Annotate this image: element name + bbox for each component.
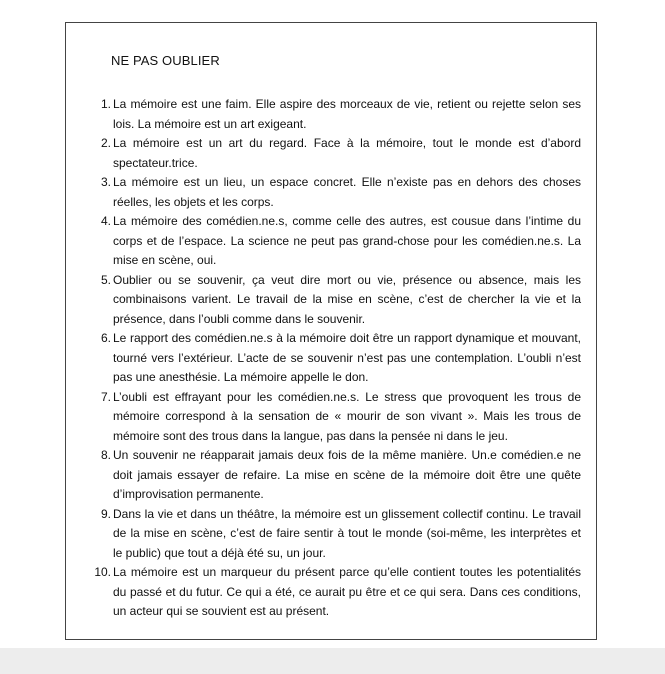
list-item bbox=[89, 173, 581, 212]
item-text: Dans la vie et dans un théâtre, la mémoire est un glissement collectif continu. Le travail de la mise en scène, c’est de faire sentir à tout le monde (soi-même, les interprètes et le public) que tout a déjà été su, un jour. bbox=[113, 506, 581, 560]
list-item bbox=[89, 271, 581, 330]
list-item bbox=[89, 95, 581, 134]
item-text: Le rapport des comédien.ne.s à la mémoire doit être un rapport dynamique et mouvant, tourné vers l’extérieur. L’acte de se souvenir n’est pas une contemplation. L’oubli n’est pas une anesthésie. La mémoire appelle le don. bbox=[113, 331, 581, 384]
list-item bbox=[89, 388, 581, 447]
item-number: 6. bbox=[100, 331, 111, 345]
item-number: 3. bbox=[100, 175, 111, 189]
item-text: La mémoire est un lieu, un espace concret. Elle n’existe pas en dehors des choses réelles, les objets et les corps. bbox=[113, 175, 581, 209]
document-page bbox=[65, 22, 597, 640]
item-number: 9. bbox=[100, 506, 111, 521]
list-item bbox=[89, 563, 581, 622]
list-item bbox=[89, 134, 581, 173]
list-item bbox=[89, 329, 581, 388]
item-text: La mémoire des comédien.ne.s, comme celle des autres, est cousue dans l’intime du corps et de l’espace. La science ne peut pas grand-chose pour les comédien.ne.s. La mise en scène, oui. bbox=[113, 214, 581, 267]
numbered-list bbox=[89, 95, 581, 622]
item-number: 8. bbox=[100, 448, 111, 462]
item-text: L’oubli est effrayant pour les comédien.ne.s. Le stress que provoquent les trous de mémoire correspond à la sensation de « mourir de son vivant ». Mais les trous de mémoire sont des trous dans la langue, pas dans la pensée ni dans le jeu. bbox=[113, 389, 581, 443]
viewer-footer-band bbox=[0, 648, 665, 674]
item-number: 5. bbox=[100, 272, 111, 287]
item-number: 1. bbox=[100, 97, 111, 111]
item-text: La mémoire est un art du regard. Face à la mémoire, tout le monde est d’abord spectateur.trice. bbox=[113, 136, 581, 170]
item-number: 4. bbox=[100, 214, 111, 228]
item-text: La mémoire est une faim. Elle aspire des morceaux de vie, retient ou rejette selon ses lois. La mémoire est un art exigeant. bbox=[113, 97, 581, 131]
item-number: 2. bbox=[100, 136, 111, 150]
list-item bbox=[89, 505, 581, 564]
item-text: La mémoire est un marqueur du présent parce qu’elle contient toutes les potentialités du passé et du futur. Ce qui a été, ce aurait pu être et ce qui sera. Dans ces conditions, un acteur qui se souvient est au présent. bbox=[113, 565, 581, 618]
list-item bbox=[89, 446, 581, 505]
list-item bbox=[89, 212, 581, 271]
item-number: 10. bbox=[94, 565, 111, 579]
item-text: Oublier ou se souvenir, ça veut dire mort ou vie, présence ou absence, mais les combinaisons varient. Le travail de la mise en scène, c’est de chercher la vie et la présence, dans l’oubli comme dans le souvenir. bbox=[113, 272, 581, 326]
item-text: Un souvenir ne réapparait jamais deux fois de la même manière. Un.e comédien.e ne doit jamais essayer de refaire. La mise en scène de la mémoire doit être une quête d’improvisation permanente. bbox=[113, 448, 581, 501]
item-number: 7. bbox=[100, 389, 111, 404]
document-title: NE PAS OUBLIER bbox=[111, 53, 220, 68]
